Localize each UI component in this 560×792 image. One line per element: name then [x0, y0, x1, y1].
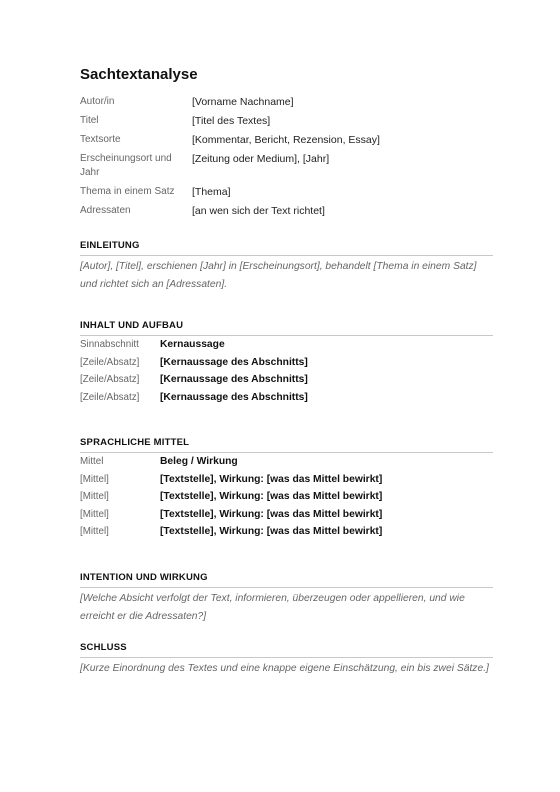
- table-row: [80, 526, 493, 544]
- table-cell: [Kernaussage des Abschnitts]: [160, 391, 308, 403]
- meta-value: [Zeitung oder Medium], [Jahr]: [192, 153, 330, 165]
- table-header-cell: Beleg / Wirkung: [160, 456, 238, 467]
- table-cell: [Textstelle], Wirkung: [was das Mittel bewirkt]: [160, 508, 383, 520]
- meta-label: Titel: [80, 115, 99, 126]
- table-cell: [Textstelle], Wirkung: [was das Mittel bewirkt]: [160, 491, 383, 502]
- section-heading: SPRACHLICHE MITTEL: [80, 437, 493, 453]
- table-header-row: [80, 456, 493, 474]
- meta-value: [Thema]: [192, 186, 231, 198]
- table-header-cell: Sinnabschnitt: [80, 339, 139, 350]
- section-text: [Kurze Einordnung des Textes und eine knappe eigene Einschätzung, ein bis zwei Sätze.]: [80, 663, 489, 674]
- document-title: Sachtextanalyse: [80, 66, 198, 83]
- meta-row-thema: [80, 185, 500, 199]
- section-heading: SCHLUSS: [80, 642, 493, 658]
- section-heading: EINLEITUNG: [80, 240, 493, 256]
- section-text: [Welche Absicht verfolgt der Text, informieren, überzeugen oder appellieren, und wie erreicht er die Adressaten?]: [80, 593, 465, 622]
- section-intention: [80, 572, 493, 626]
- metadata-table: [80, 95, 500, 223]
- inhalt-table: [80, 339, 493, 409]
- table-cell: [Mittel]: [80, 526, 109, 537]
- table-row: [80, 491, 493, 509]
- table-header-cell: Kernaussage: [160, 339, 225, 350]
- table-cell: [Mittel]: [80, 473, 109, 485]
- meta-value: [Kommentar, Bericht, Rezension, Essay]: [192, 134, 380, 146]
- meta-value: [an wen sich der Text richtet]: [192, 205, 325, 217]
- meta-label: Erscheinungsort und Jahr: [80, 153, 172, 178]
- table-cell: [Kernaussage des Abschnitts]: [160, 374, 308, 385]
- meta-label: Autor/in: [80, 96, 115, 107]
- section-schluss: [80, 642, 493, 678]
- table-row: [80, 509, 493, 527]
- table-cell: [Mittel]: [80, 491, 109, 502]
- table-cell: [Textstelle], Wirkung: [was das Mittel bewirkt]: [160, 473, 383, 485]
- table-cell: [Kernaussage des Abschnitts]: [160, 356, 308, 368]
- meta-row-adressaten: [80, 204, 500, 218]
- section-einleitung: [80, 240, 493, 294]
- meta-label: Textsorte: [80, 134, 121, 145]
- meta-value: [Titel des Textes]: [192, 115, 271, 127]
- table-row: [80, 392, 493, 410]
- mittel-table: [80, 456, 493, 544]
- meta-row-titel: [80, 114, 500, 128]
- table-cell: [Zeile/Absatz]: [80, 356, 140, 368]
- section-sprachliche-mittel: [80, 437, 493, 544]
- section-heading: INTENTION UND WIRKUNG: [80, 572, 493, 588]
- meta-row-erscheinungsort: [80, 152, 500, 180]
- meta-row-autor: [80, 95, 500, 109]
- table-cell: [Zeile/Absatz]: [80, 374, 140, 385]
- meta-label: Adressaten: [80, 205, 131, 216]
- section-heading: INHALT UND AUFBAU: [80, 320, 493, 336]
- table-header-row: [80, 339, 493, 357]
- table-header-cell: Mittel: [80, 456, 104, 467]
- table-row: [80, 357, 493, 375]
- section-inhalt: [80, 320, 493, 409]
- table-row: [80, 374, 493, 392]
- table-row: [80, 474, 493, 492]
- meta-row-textsorte: [80, 133, 500, 147]
- meta-value: [Vorname Nachname]: [192, 96, 294, 108]
- meta-label: Thema in einem Satz: [80, 186, 175, 197]
- section-text: [Autor], [Titel], erschienen [Jahr] in [Erscheinungsort], behandelt [Thema in einem Satz] und richtet sich an [Adressaten].: [80, 261, 477, 290]
- table-cell: [Mittel]: [80, 508, 109, 520]
- table-cell: [Zeile/Absatz]: [80, 391, 140, 403]
- table-cell: [Textstelle], Wirkung: [was das Mittel bewirkt]: [160, 526, 383, 537]
